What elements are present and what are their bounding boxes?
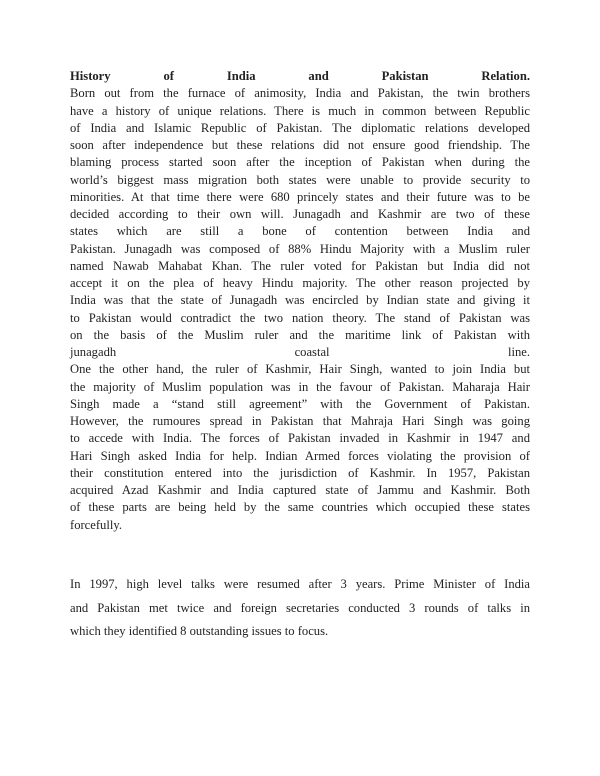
paragraph-line: forcefully.	[70, 517, 122, 532]
paragraph-line: their constitution entered into the jurisdiction of Kashmir. In 1957, Pakistan	[70, 465, 530, 480]
paragraph-line: One the other hand, the ruler of Kashmir, Hair Singh, wanted to join India but	[70, 362, 530, 377]
main-text-block	[70, 68, 530, 534]
paragraph-1997-talks	[70, 573, 530, 644]
paragraph-line: which they identified 8 outstanding issues to focus.	[70, 624, 329, 638]
paragraph-line: to accede with India. The forces of Pakistan invaded in Kashmir in 1947 and	[70, 431, 530, 446]
paragraph-line: world’s biggest mass migration both states were unable to provide security to	[70, 172, 530, 187]
paragraph-line: of these parts are being held by the same countries which occupied these states	[70, 500, 530, 515]
paragraph-line: of India and Islamic Republic of Pakistan. The diplomatic relations developed	[70, 120, 530, 135]
paragraph-line: and Pakistan met twice and foreign secretaries conducted 3 rounds of talks in	[70, 600, 530, 615]
paragraph-line: junagadh coastal line.	[70, 345, 530, 359]
paragraph-line: have a history of unique relations. There is much in common between Republic	[70, 103, 530, 118]
paragraph-line: India was that the state of Junagadh was encircled by Indian state and giving it	[70, 293, 530, 308]
paragraph-line: acquired Azad Kashmir and India captured state of Jammu and Kashmir. Both	[70, 483, 530, 497]
paragraph-line: Hari Singh asked India for help. Indian Armed forces violating the provision of	[70, 448, 530, 463]
document-title: History of India and Pakistan Relation.	[70, 69, 530, 83]
paragraph-line: states which are still a bone of contention between India and	[70, 224, 530, 239]
paragraph-kashmir	[70, 361, 530, 534]
paragraph-line: named Nawab Mahabat Khan. The ruler voted for Pakistan but India did not	[70, 258, 530, 273]
paragraph-line: In 1997, high level talks were resumed after 3 years. Prime Minister of India	[70, 577, 530, 591]
paragraph-line: the majority of Muslim population was in the favour of Pakistan. Maharaja Hair	[70, 379, 530, 394]
paragraph-line: accept it on the plea of heavy Hindu majority. The other reason projected by	[70, 276, 530, 290]
paragraph-line: decided according to their own will. Junagadh and Kashmir are two of these	[70, 207, 530, 221]
paragraph-line: minorities. At that time there were 680 princely states and their future was to be	[70, 189, 530, 204]
paragraph-line: to Pakistan would contradict the two nation theory. The stand of Pakistan was	[70, 310, 530, 325]
paragraph-line: soon after independence but these relations did not ensure good friendship. The	[70, 138, 530, 152]
paragraph-line: However, the rumoures spread in Pakistan that Mahraja Hari Singh was going	[70, 414, 530, 428]
paragraph-born-out	[70, 85, 530, 361]
paragraph-line: Pakistan. Junagadh was composed of 88% Hindu Majority with a Muslim ruler	[70, 241, 530, 256]
paragraph-line: blaming process started soon after the inception of Pakistan when during the	[70, 155, 530, 170]
paragraph-line: on the basis of the Muslim ruler and the maritime link of Pakistan with	[70, 327, 530, 342]
paragraph-line: Singh made a “stand still agreement” with the Government of Pakistan.	[70, 396, 530, 411]
paragraph-line: Born out from the furnace of animosity, India and Pakistan, the twin brothers	[70, 86, 530, 101]
